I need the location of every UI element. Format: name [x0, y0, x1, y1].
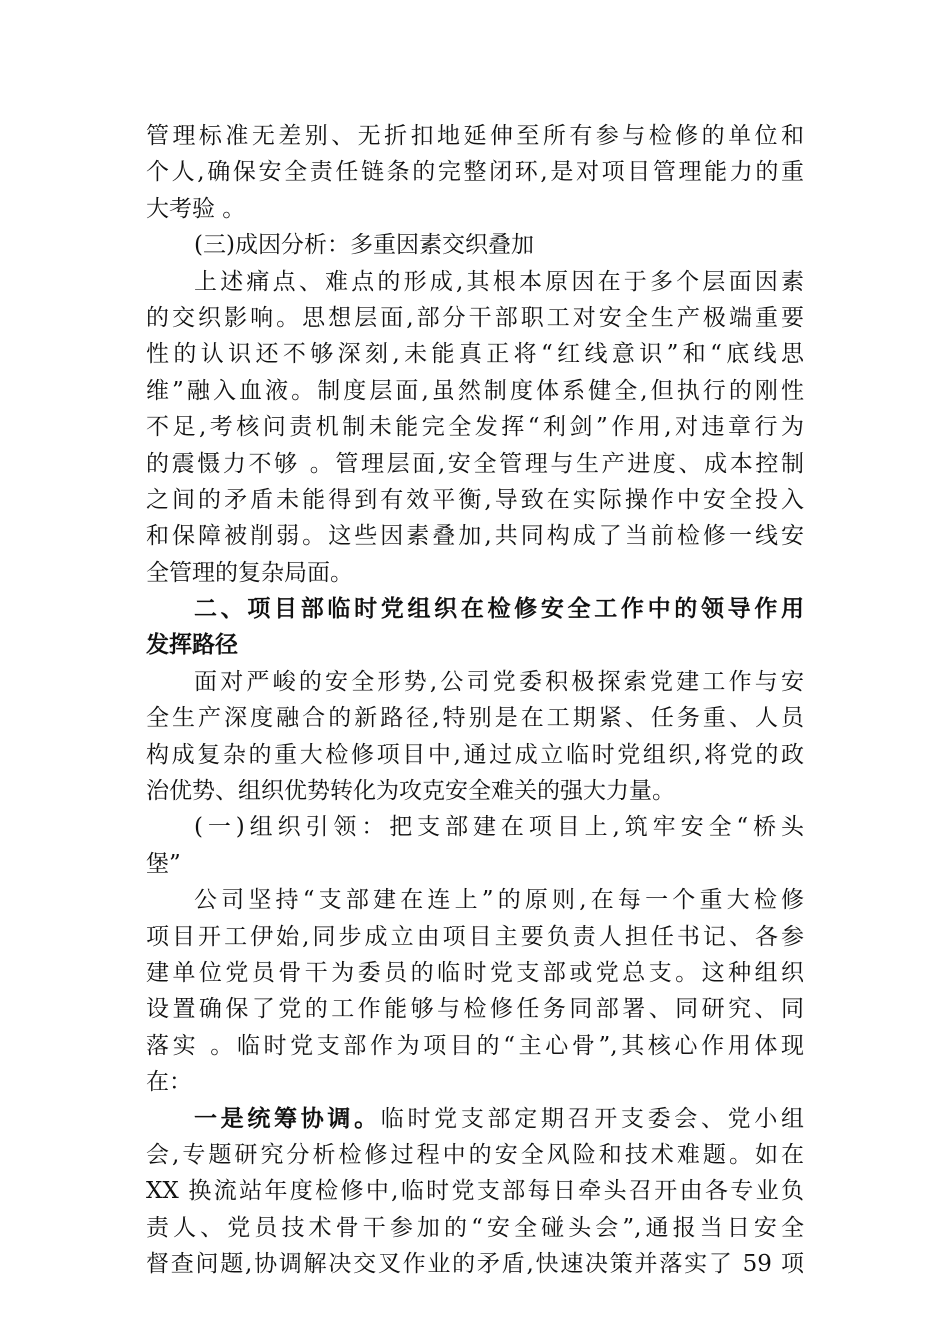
subheading-text: (一)组织引领：把支部建在项目上,筑牢安全“桥头: [194, 814, 804, 841]
text-line: 全生产深度融合的新路径,特别是在工期紧、任务重、人员: [146, 705, 804, 732]
text-line: 的震慑力不够 。管理层面,安全管理与生产进度、成本控制: [146, 450, 804, 477]
subheading-cause-analysis: [146, 227, 804, 263]
document-page: [146, 118, 804, 1283]
text-line: 在：: [146, 1069, 192, 1096]
paragraph-intro: [146, 664, 804, 810]
text-line: 全管理的复杂局面。: [146, 559, 353, 586]
paragraph-branch-setup: [146, 882, 804, 1100]
text-line: 上述痛点、难点的形成,其根本原因在于多个层面因素: [194, 268, 804, 295]
paragraph-coordination: [146, 1101, 804, 1283]
text-line: 项目开工伊始,同步成立由项目主要负责人担任书记、各参: [146, 923, 804, 950]
text-span: 临时党支部定期召开支委会、党小组: [380, 1105, 805, 1132]
text-line: 责人、党员技术骨干参加的“安全碰头会”,通报当日安全: [146, 1214, 804, 1241]
text-line: 面对严峻的安全形势,公司党委积极探索党建工作与安: [194, 668, 804, 695]
heading-text: 二、项目部临时党组织在检修安全工作中的领导作用: [194, 596, 804, 623]
text-line: 维”融入血液。制度层面,虽然制度体系健全,但执行的刚性: [146, 377, 804, 404]
lead-phrase: 一是统筹协调。: [194, 1105, 381, 1132]
text-line: 不足,考核问责机制未能完全发挥“利剑”作用,对违章行为: [146, 414, 804, 441]
text-line: 督查问题,协调解决交叉作业的矛盾,快速决策并落实了 59 项: [146, 1251, 804, 1278]
subheading-organization-lead: [146, 809, 804, 882]
text-line: [146, 1101, 804, 1137]
text-line: 会,专题研究分析检修过程中的安全风险和技术难题。如在: [146, 1141, 804, 1168]
paragraph-continuation: [146, 118, 804, 227]
text-line: 治优势、组织优势转化为攻克安全难关的强大力量。: [146, 778, 675, 805]
text-line: 公司坚持“支部建在连上”的原则,在每一个重大检修: [194, 887, 804, 914]
text-line: 个人,确保安全责任链条的完整闭环,是对项目管理能力的重: [146, 159, 804, 186]
text-line: 落实 。临时党支部作为项目的“主心骨”,其核心作用体现: [146, 1032, 804, 1059]
subheading-text: (三)成因分析：多重因素交织叠加: [194, 232, 534, 259]
paragraph-cause-details: [146, 264, 804, 592]
subheading-text: 堡”: [146, 850, 181, 877]
text-line: 管理标准无差别、无折扣地延伸至所有参与检修的单位和: [146, 123, 804, 149]
text-line: 和保障被削弱。这些因素叠加,共同构成了当前检修一线安: [146, 523, 804, 550]
text-line: 构成复杂的重大检修项目中,通过成立临时党组织,将党的政: [146, 741, 804, 768]
section-heading-two: [146, 591, 804, 664]
text-line: 性的认识还不够深刻,未能真正将“红线意识”和“底线思: [146, 341, 804, 368]
heading-text: 发挥路径: [146, 632, 238, 659]
text-line: 设置确保了党的工作能够与检修任务同部署、同研究、同: [146, 996, 804, 1023]
text-line: 大考验 。: [146, 195, 246, 222]
text-line: XX 换流站年度检修中,临时党支部每日牵头召开由各专业负: [146, 1178, 804, 1205]
text-line: 建单位党员骨干为委员的临时党支部或党总支。这种组织: [146, 959, 804, 986]
text-line: 之间的矛盾未能得到有效平衡,导致在实际操作中安全投入: [146, 486, 804, 513]
text-line: 的交织影响。思想层面,部分干部职工对安全生产极端重要: [146, 304, 804, 331]
